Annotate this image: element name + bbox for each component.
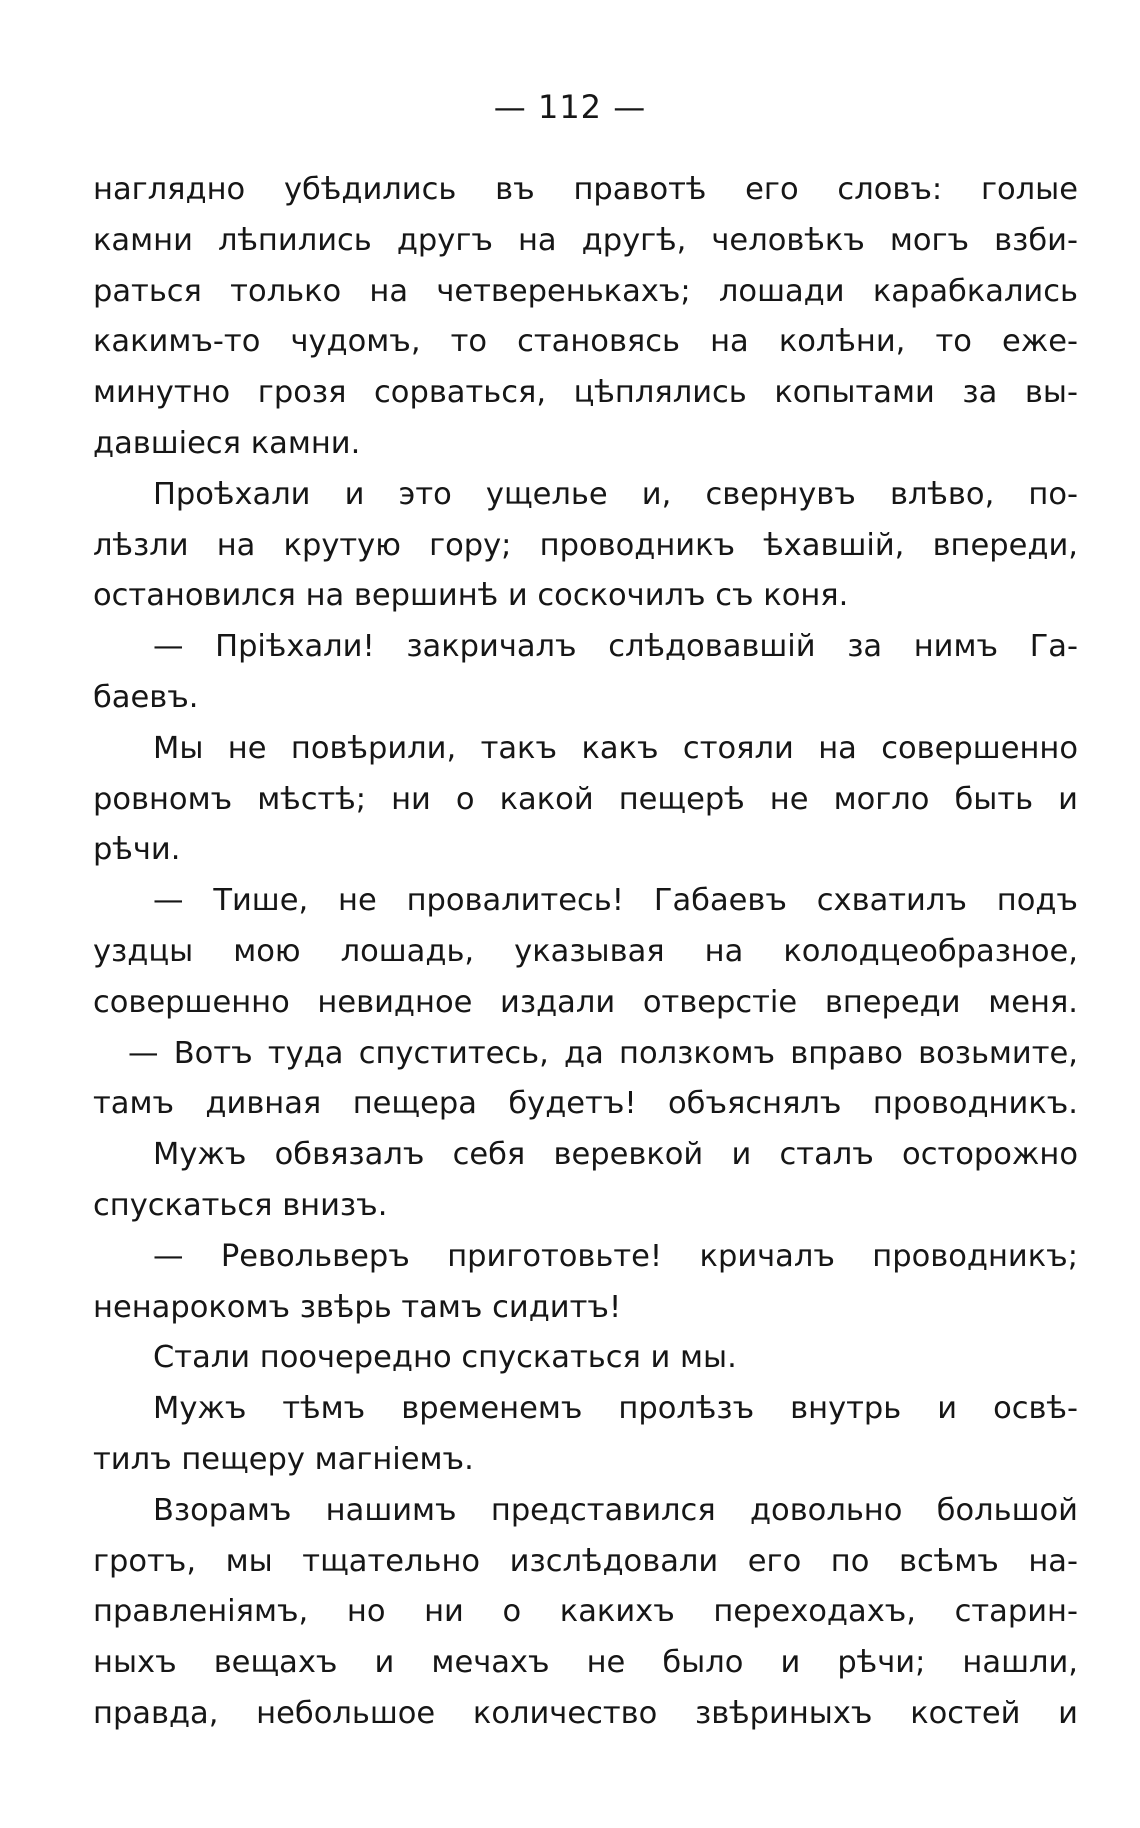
text-line: Взорамъ нашимъ представился довольно большой xyxy=(153,1492,1078,1528)
text-line: камни лѣпились другъ на другѣ, человѣкъ могъ взби- xyxy=(93,222,1078,258)
text-line: минутно грозя сорваться, цѣплялись копытами за вы- xyxy=(93,375,1078,411)
text-line: давшіеся камни. xyxy=(93,425,361,461)
text-line: спускаться внизъ. xyxy=(93,1187,388,1223)
text-line: — Вотъ туда спуститесь, да ползкомъ вправо возьмите, xyxy=(128,1035,1078,1071)
text-body xyxy=(93,165,1078,1740)
text-line: тамъ дивная пещера будетъ! объяснялъ проводникъ. xyxy=(93,1086,1078,1122)
page-number: — 112 — xyxy=(493,88,647,126)
text-line: Стали поочередно спускаться и мы. xyxy=(153,1340,737,1376)
text-line: — Пріѣхали! закричалъ слѣдовавшій за нимъ Га- xyxy=(153,629,1078,665)
text-line: ныхъ вещахъ и мечахъ не было и рѣчи; нашли, xyxy=(93,1645,1078,1681)
text-line: лѣзли на крутую гору; проводникъ ѣхавшій, впереди, xyxy=(93,527,1078,563)
text-line: остановился на вершинѣ и соскочилъ съ коня. xyxy=(93,578,849,614)
text-line: Мужъ тѣмъ временемъ пролѣзъ внутрь и освѣ- xyxy=(153,1391,1078,1427)
text-line: правленіямъ, но ни о какихъ переходахъ, старин- xyxy=(93,1594,1078,1630)
text-line: правда, небольшое количество звѣриныхъ костей и xyxy=(93,1695,1078,1731)
text-line: Проѣхали и это ущелье и, свернувъ влѣво, по- xyxy=(153,476,1078,512)
text-line: — Тише, не провалитесь! Габаевъ схватилъ подъ xyxy=(153,883,1078,919)
text-line: наглядно убѣдились въ правотѣ его словъ: голые xyxy=(93,172,1078,207)
text-line: баевъ. xyxy=(93,679,199,715)
text-line: ненарокомъ звѣрь тамъ сидитъ! xyxy=(93,1289,622,1325)
text-line: тилъ пещеру магніемъ. xyxy=(93,1441,474,1477)
text-line: Мы не повѣрили, такъ какъ стояли на совершенно xyxy=(153,730,1078,766)
text-line: ровномъ мѣстѣ; ни о какой пещерѣ не могло быть и xyxy=(93,781,1078,817)
text-line: гротъ, мы тщательно изслѣдовали его по всѣмъ на- xyxy=(93,1543,1078,1579)
text-line: какимъ-то чудомъ, то становясь на колѣни, то еже- xyxy=(93,324,1078,360)
text-line: рѣчи. xyxy=(93,832,181,868)
text-line: Мужъ обвязалъ себя веревкой и сталъ осторожно xyxy=(153,1137,1078,1173)
text-line: раться только на четверенькахъ; лошади карабкались xyxy=(93,273,1078,309)
text-line: уздцы мою лошадь, указывая на колодцеобразное, xyxy=(93,933,1078,969)
text-line: совершенно невидное издали отверстіе впереди меня. xyxy=(93,984,1078,1020)
text-line: — Револьверъ приготовьте! кричалъ проводникъ; xyxy=(153,1238,1078,1274)
